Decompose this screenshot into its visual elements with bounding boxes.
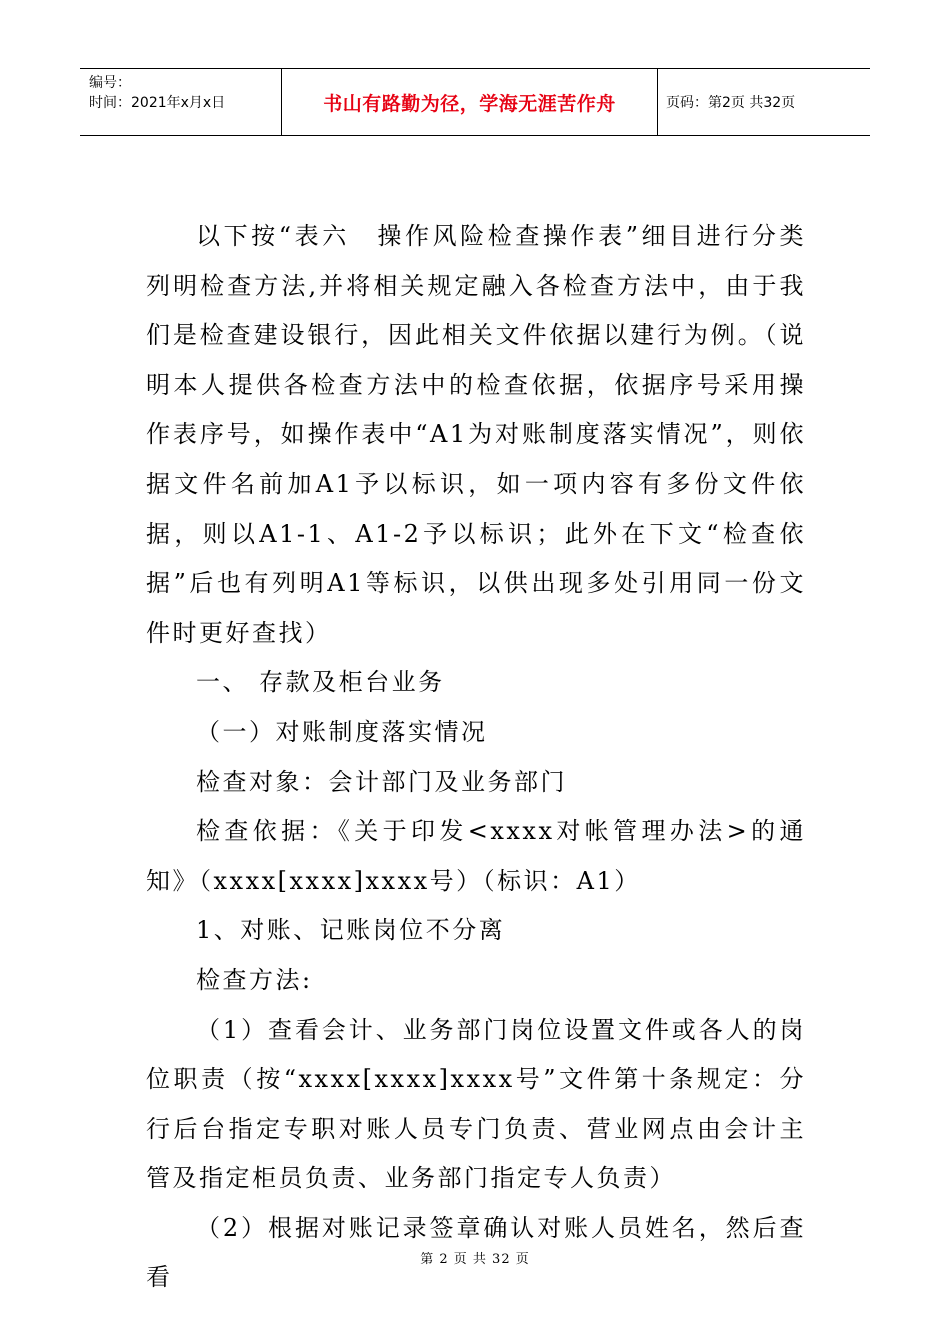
header-motto: 书山有路勤为径，学海无涯苦作舟 (282, 69, 658, 135)
page-header (80, 68, 870, 136)
document-number-label: 编号： (89, 75, 131, 91)
page-footer: 第 2 页 共 32 页 (420, 1252, 530, 1267)
document-time-label: 时间：2021年x月x日 (89, 95, 226, 111)
method-step-2: （2）根据对账记录签章确认对账人员姓名，然后查看 (146, 1213, 806, 1292)
method-step-1: （1）查看会计、业务部门岗位设置文件或各人的岗位职责（按“xxxx[xxxx]xxxx号”文件第十条规定：分行后台指定专职对账人员专门负责、营业网点由会计主管及指定柜员负责、业务部门指定专人负责） (146, 1015, 806, 1193)
intro-paragraph: 以下按“表六 操作风险检查操作表”细目进行分类列明检查方法,并将相关规定融入各检查方法中，由于我们是检查建设银行，因此相关文件依据以建行为例。（说明本人提供各检查方法中的检查依据，依据序号采用操作表序号，如操作表中“A1为对账制度落实情况”，则依据文件名前加A1予以标识，如一项内容有多份文件依据，则以A1-1、A1-2予以标识；此外在下文“检查依据”后也有列明A1等标识，以供出现多处引用同一份文件时更好查找） (146, 222, 806, 647)
document-body (146, 212, 806, 1303)
item-heading: 1、对账、记账岗位不分离 (196, 916, 506, 945)
section-heading: 一、 存款及柜台业务 (196, 668, 445, 697)
inspection-basis: 检查依据：《关于印发<xxxx对帐管理办法>的通知》（xxxx[xxxx]xxxx号）（标识：A1） (146, 817, 806, 895)
subsection-heading: （一）对账制度落实情况 (196, 717, 488, 746)
header-meta-cell (80, 69, 282, 135)
header-page-info: 页码：第2页 共32页 (666, 95, 796, 111)
method-label: 检查方法: (196, 965, 313, 994)
inspection-target: 检查对象：会计部门及业务部门 (196, 767, 567, 796)
